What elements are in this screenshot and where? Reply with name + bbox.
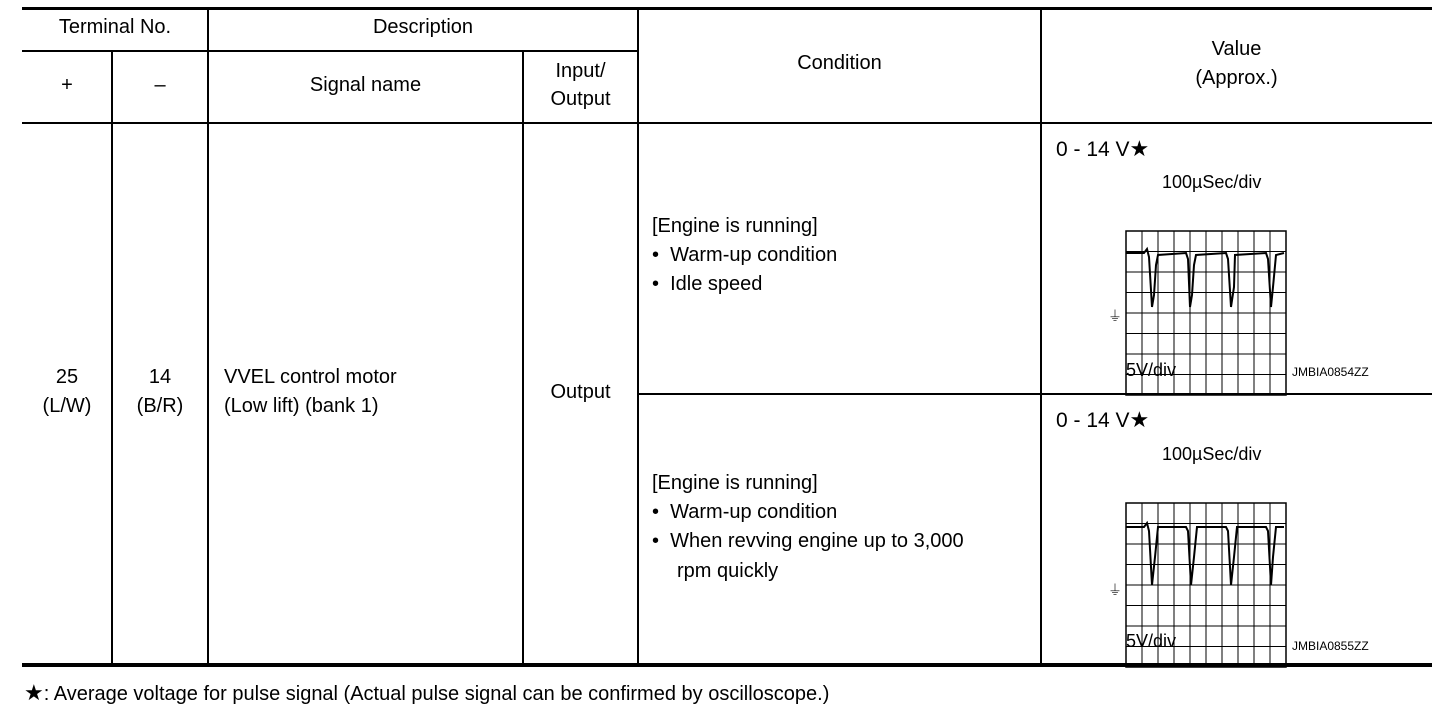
oscilloscope-2 [1100, 462, 1440, 712]
header-value-2: (Approx.) [1195, 67, 1278, 89]
waveform-2 [1126, 523, 1284, 585]
header-minus: – [154, 74, 166, 96]
svg-text:⏚: ⏚ [1108, 583, 1122, 599]
header-mid-line [22, 50, 638, 52]
header-plus: + [61, 74, 73, 96]
minus-terminal-number: 14 [148, 366, 172, 388]
col-line-1 [111, 52, 113, 665]
star-icon: ★ [1129, 136, 1150, 161]
header-value-1: Value [1211, 38, 1262, 60]
header-input-output-1: Input/ [555, 60, 606, 82]
condition-1-title: [Engine is running] [652, 215, 818, 237]
minus-terminal-color: (B/R) [136, 395, 184, 417]
header-signal-name: Signal name [309, 74, 422, 96]
value-2-volt-div: 5V/div [1126, 631, 1177, 651]
table-top-border [22, 7, 1432, 10]
condition-2-bullet-2-cont: rpm quickly [677, 560, 779, 582]
col-line-2 [207, 8, 209, 665]
value-1-volt-div: 5V/div [1126, 360, 1177, 380]
plus-terminal-number: 25 [55, 366, 79, 388]
svg-text:⏚: ⏚ [1108, 309, 1122, 325]
value-1-time-div: 100µSec/div [1162, 172, 1262, 192]
col-line-3 [522, 52, 524, 665]
header-condition: Condition [797, 52, 882, 74]
star-icon: ★ [24, 680, 44, 705]
star-icon: ★ [1129, 407, 1150, 432]
header-bottom-line [22, 122, 1432, 124]
condition-1-bullet-1: • Warm-up condition [652, 244, 838, 266]
value-2-figure-id: JMBIA0855ZZ [1292, 639, 1369, 653]
plus-terminal-color: (L/W) [42, 395, 92, 417]
signal-name-line-1: VVEL control motor [224, 366, 397, 388]
header-terminal-no: Terminal No. [58, 16, 172, 38]
value-1-voltage: 0 - 14 V★ [1056, 136, 1150, 161]
io-value: Output [550, 381, 611, 403]
header-description: Description [372, 16, 474, 38]
condition-2-title: [Engine is running] [652, 472, 818, 494]
value-2-time-div: 100µSec/div [1162, 444, 1262, 464]
footnote: ★: Average voltage for pulse signal (Actual pulse signal can be confirmed by oscilloscope.) [24, 680, 830, 705]
condition-1-bullet-2: • Idle speed [652, 273, 763, 295]
value-1-figure-id: JMBIA0854ZZ [1292, 365, 1369, 379]
signal-name-line-2: (Low lift) (bank 1) [224, 395, 379, 417]
oscilloscope-1 [1100, 190, 1440, 440]
col-line-5 [1040, 8, 1042, 665]
waveform-1 [1126, 249, 1284, 307]
value-2-voltage: 0 - 14 V★ [1056, 407, 1150, 432]
condition-2-bullet-1: • Warm-up condition [652, 501, 838, 523]
header-input-output-2: Output [550, 88, 611, 110]
condition-2-bullet-2: • When revving engine up to 3,000 [652, 530, 964, 552]
